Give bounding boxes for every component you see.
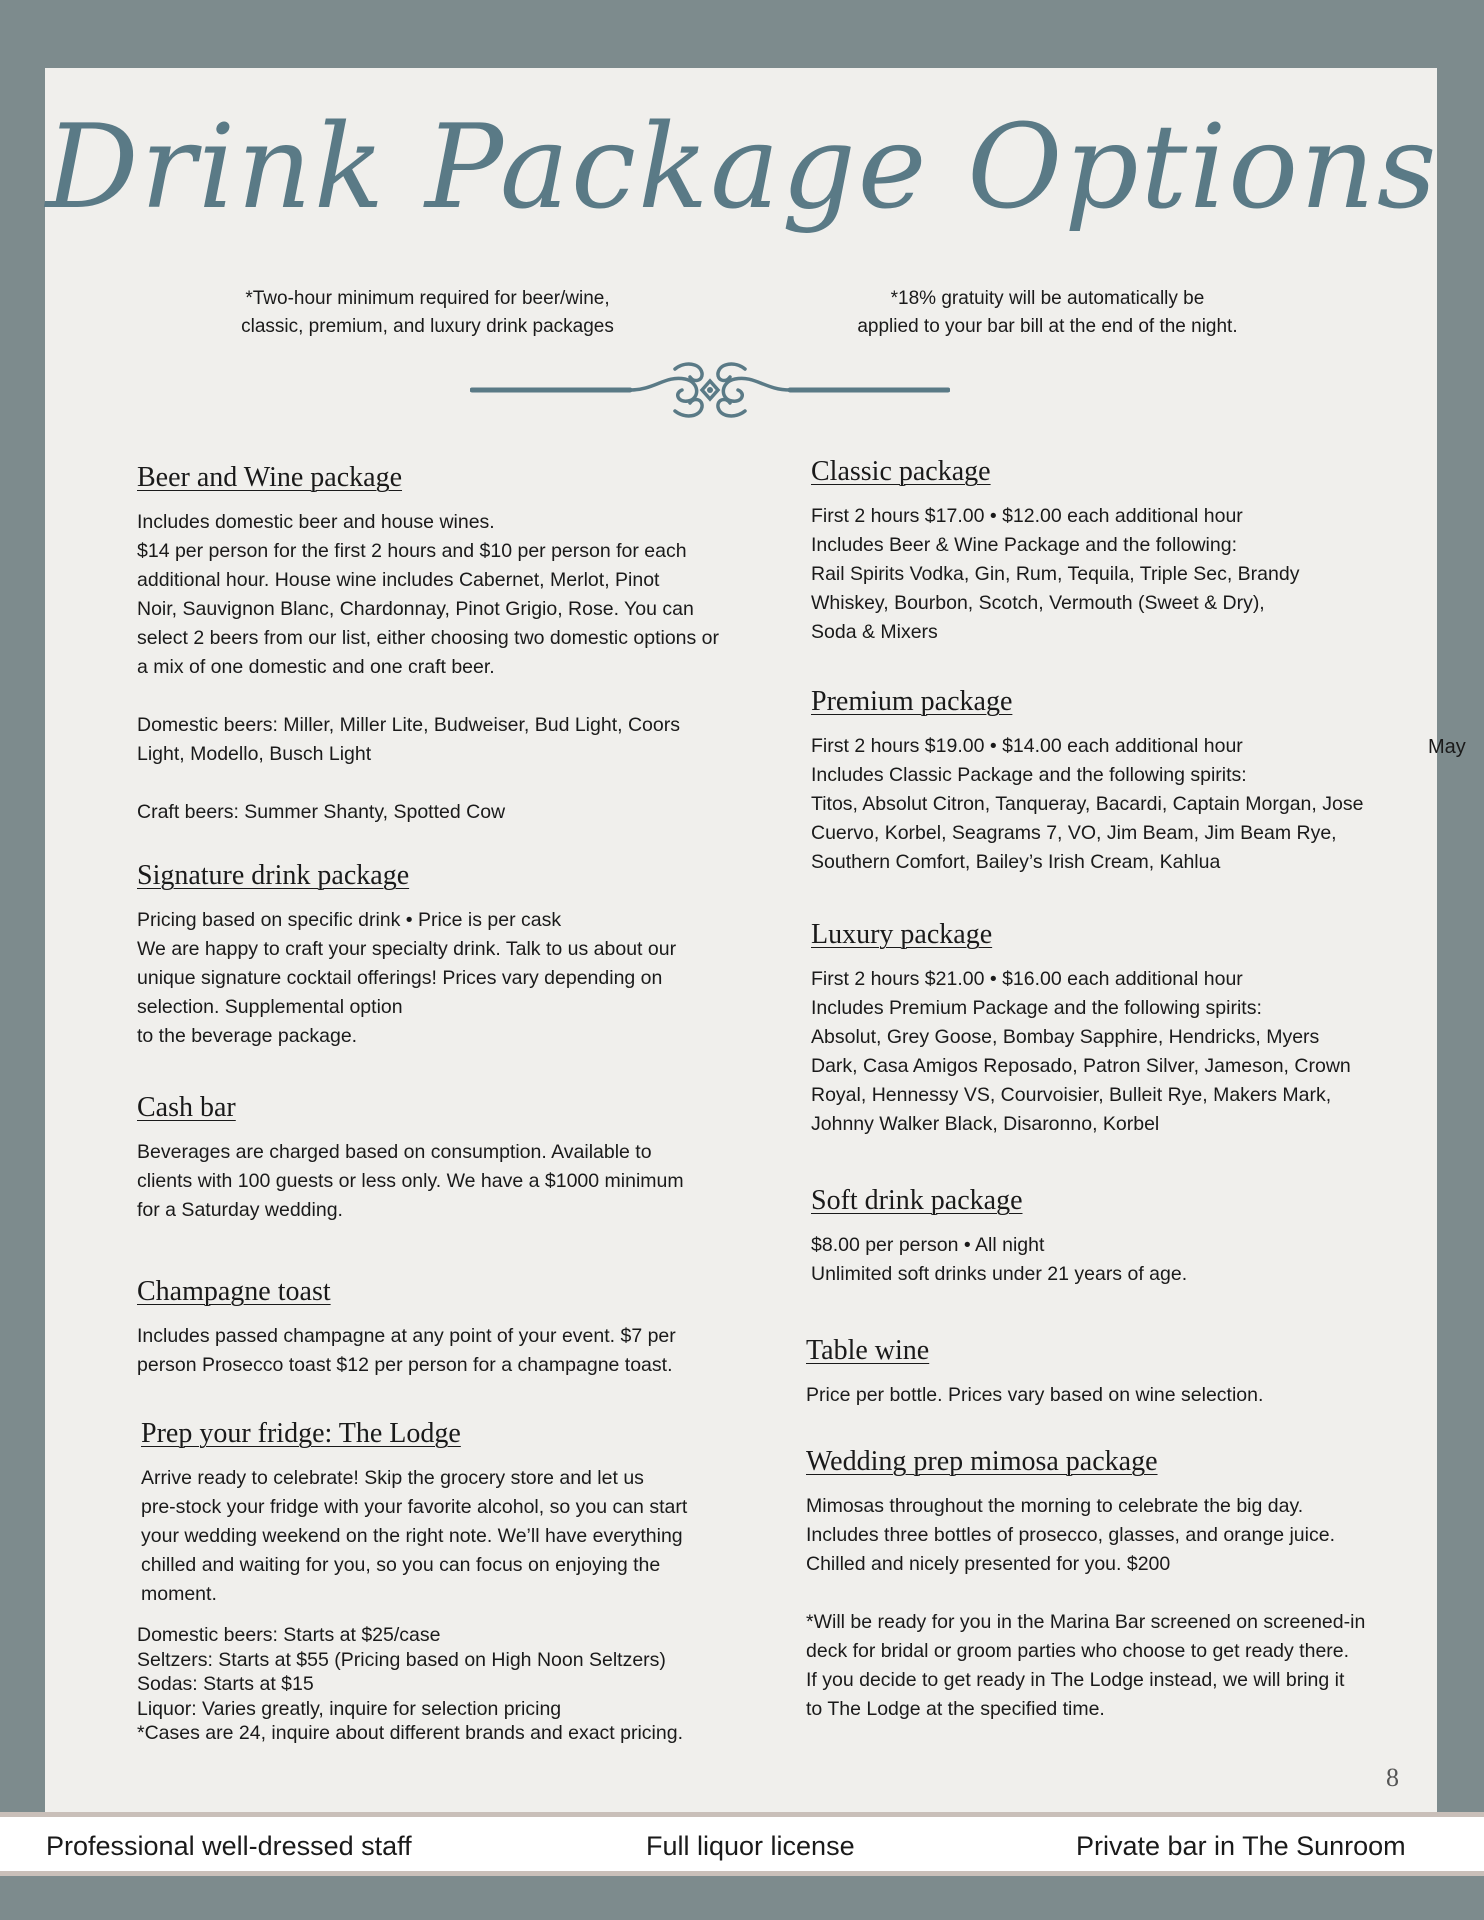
table-wine-section — [806, 1335, 1484, 1410]
soft-drink-heading: Soft drink package — [811, 1185, 1023, 1216]
luxury-description: First 2 hours $21.00 • $16.00 each additional hour Includes Premium Package and the following spirits: Absolut, Grey Goose, Bombay Sapphire, Hendricks, Myers Dark, Casa Amigos Reposado, Patron Silver, Jameson, Crown Royal, Hennessy VS, Courvoisier, Bulleit Rye, Makers Mark, Johnny Walker Black, Disaronno, Korbel — [811, 968, 1351, 1135]
footer-private-bar: Private bar in The Sunroom — [1076, 1831, 1406, 1861]
craft-beers-list: Craft beers: Summer Shanty, Spotted Cow — [137, 801, 506, 823]
prep-fridge-price-list: Domestic beers: Starts at $25/case Seltzers: Starts at $55 (Pricing based on High Noon Seltzers) Sodas: Starts at $15 Liquor: Varies greatly, inquire for selection pricing *Cases are 24, inquire about different brands and exact pricing. — [137, 1624, 683, 1744]
table-wine-heading: Table wine — [806, 1335, 930, 1366]
luxury-section — [811, 919, 1484, 1139]
cash-bar-section — [137, 1092, 757, 1225]
mimosa-description: Mimosas throughout the morning to celebrate the big day. Includes three bottles of prosecco, glasses, and orange juice. Chilled and nicely presented for you. $200 — [806, 1495, 1335, 1575]
soft-drink-section — [811, 1185, 1484, 1289]
premium-heading: Premium package — [811, 686, 1013, 717]
table-wine-description: Price per bottle. Prices vary based on wine selection. — [806, 1384, 1264, 1406]
domestic-beers-list: Domestic beers: Miller, Miller Lite, Budweiser, Bud Light, Coors Light, Modello, Busch Light — [137, 714, 680, 765]
mimosa-note: *Will be ready for you in the Marina Bar screened on screened-in deck for bridal or groom parties who choose to get ready there. If you decide to get ready in The Lodge instead, we will bring it to The Lodge at the specified time. — [806, 1611, 1366, 1720]
classic-section — [811, 456, 1484, 647]
gratuity-note: *18% gratuity will be automatically be applied to your bar bill at the end of the night. — [857, 288, 1238, 337]
footer-bar — [0, 1812, 1484, 1876]
cash-bar-description: Beverages are charged based on consumption. Available to clients with 100 guests or less only. We have a $1000 minimum for a Saturday wedding. — [137, 1141, 684, 1221]
side-label: May — [1428, 736, 1466, 758]
prep-fridge-heading: Prep your fridge: The Lodge — [141, 1418, 461, 1449]
luxury-heading: Luxury package — [811, 919, 993, 950]
footer-license: Full liquor license — [646, 1831, 855, 1861]
beer-wine-heading: Beer and Wine package — [137, 462, 403, 493]
premium-description: First 2 hours $19.00 • $14.00 each additional hour Includes Classic Package and the following spirits: Titos, Absolut Citron, Tanqueray, Bacardi, Captain Morgan, Jose Cuervo, Korbel, Seagrams 7, VO, Jim Beam, Jim Beam Rye, Southern Comfort, Bailey’s Irish Cream, Kahlua — [811, 735, 1364, 873]
classic-description: First 2 hours $17.00 • $12.00 each additional hour Includes Beer & Wine Package and the following: Rail Spirits Vodka, Gin, Rum, Tequila, Triple Sec, Brandy Whiskey, Bourbon, Scotch, Vermouth (Sweet & Dry), Soda & Mixers — [811, 505, 1300, 643]
signature-description: Pricing based on specific drink • Price is per cask We are happy to craft your specialty drink. Talk to us about our unique signature cocktail offerings! Prices vary depending on selection. Supplemental option to the beverage package. — [137, 909, 677, 1047]
minimum-note: *Two-hour minimum required for beer/wine, classic, premium, and luxury drink packages — [241, 288, 614, 337]
beer-wine-description: Includes domestic beer and house wines. $14 per person for the first 2 hours and $10 per person for each additional hour. House wine includes Cabernet, Merlot, Pinot Noir, Sauvignon Blanc, Chardonnay, Pinot Grigio, Rose. You can select 2 beers from our list, either choosing two domestic options or a mix of one domestic and one craft beer. — [137, 511, 720, 678]
ornament-divider — [470, 355, 950, 425]
mimosa-section — [806, 1446, 1484, 1724]
premium-section — [811, 686, 1484, 877]
champagne-section — [137, 1276, 757, 1380]
footer-staff: Professional well-dressed staff — [46, 1831, 412, 1861]
page-number: 8 — [1386, 1763, 1399, 1792]
mimosa-heading: Wedding prep mimosa package — [806, 1446, 1158, 1477]
beer-wine-section — [137, 462, 757, 827]
soft-drink-description: $8.00 per person • All night Unlimited soft drinks under 21 years of age. — [811, 1234, 1188, 1285]
prep-fridge-section — [137, 1418, 761, 1746]
classic-heading: Classic package — [811, 456, 991, 487]
champagne-heading: Champagne toast — [137, 1276, 331, 1307]
prep-fridge-description: Arrive ready to celebrate! Skip the grocery store and let us pre-stock your fridge with your favorite alcohol, so you can start your wedding weekend on the right note. We’ll have everything chilled and waiting for you, so you can focus on enjoying the moment. — [141, 1467, 688, 1605]
page-title: Drink Package Options — [45, 100, 1439, 235]
cash-bar-heading: Cash bar — [137, 1092, 236, 1123]
signature-heading: Signature drink package — [137, 860, 410, 891]
champagne-description: Includes passed champagne at any point of your event. $7 per person Prosecco toast $12 per person for a champagne toast. — [137, 1325, 676, 1376]
signature-section — [137, 860, 757, 1051]
